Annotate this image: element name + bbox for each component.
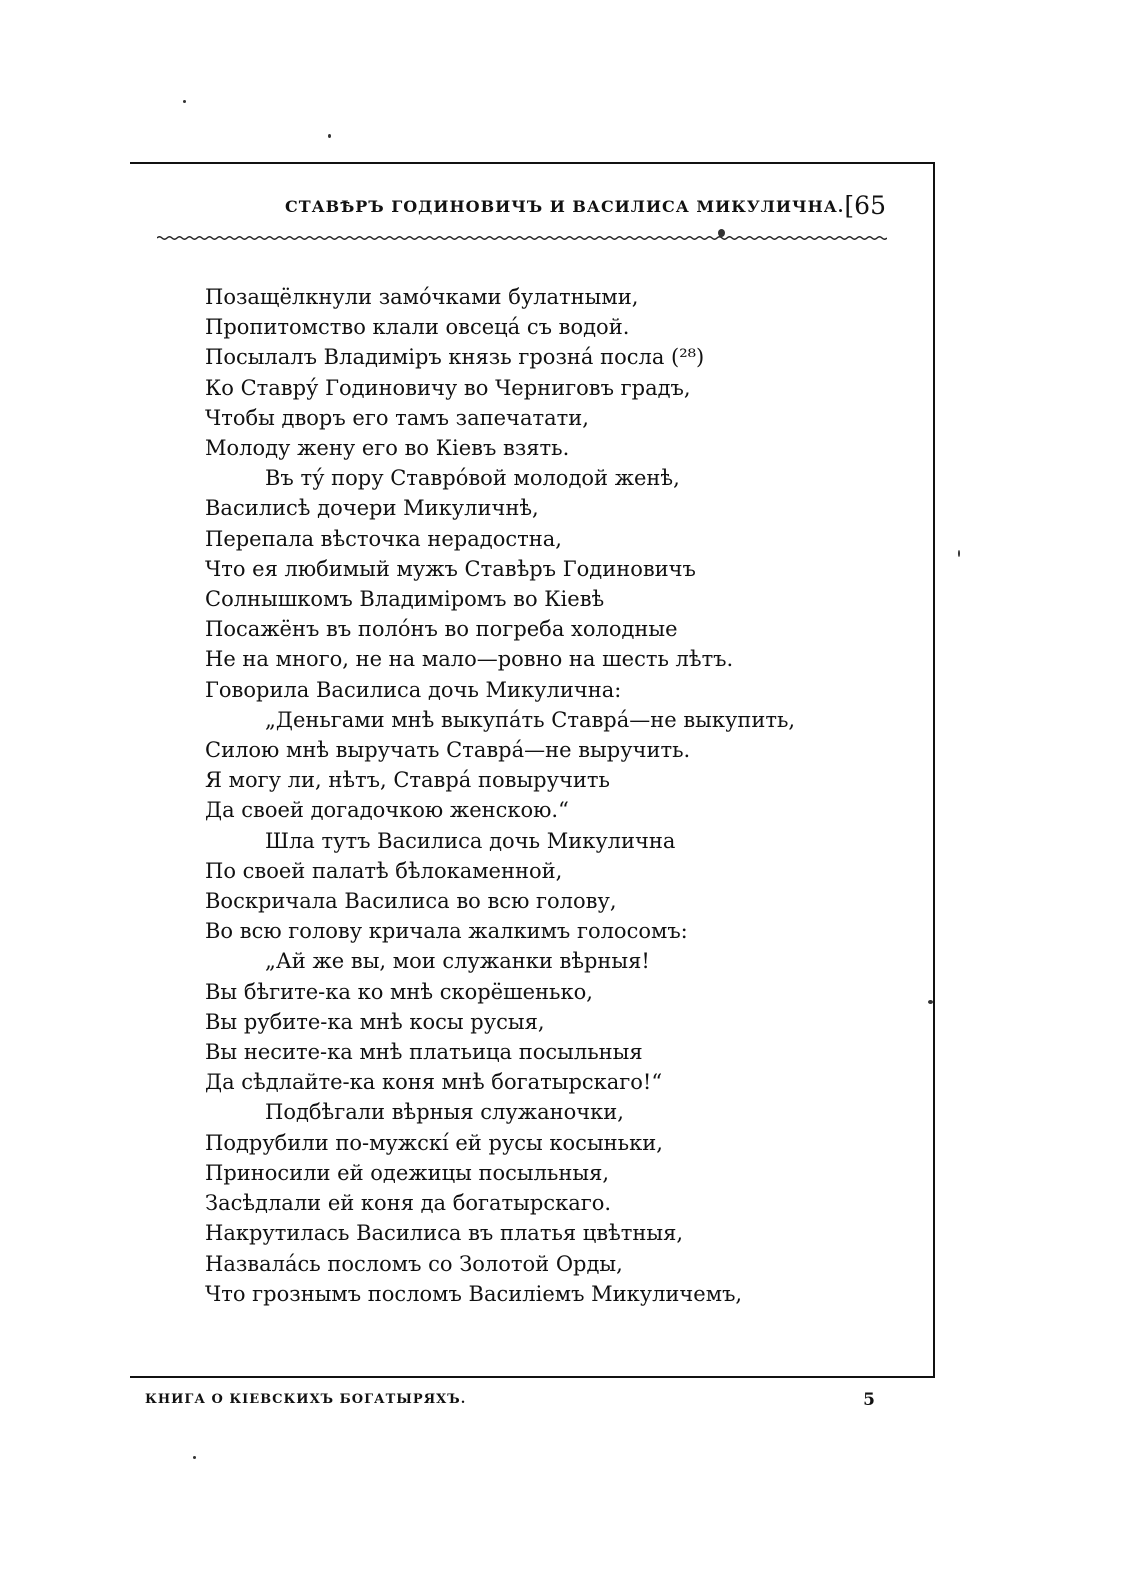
verse-line: Во всю голову кричала жалкимъ голосомъ: (205, 919, 688, 944)
verse-line: Накрутилась Василиса въ платья цвѣтныя, (205, 1221, 684, 1246)
running-title: СТАВѢРЪ ГОДИНОВИЧЪ И ВАСИЛИСА МИКУЛИЧНА. (285, 197, 845, 216)
verse-line: Чтобы дворъ его тамъ запечатати, (205, 405, 589, 430)
ink-speck (328, 134, 331, 138)
verse-line: Назвала́сь посломъ со Золотой Орды, (205, 1251, 623, 1276)
verse-line: Ко Ставру́ Годиновичу во Черниговъ градъ, (205, 375, 691, 400)
ink-speck (193, 1456, 196, 1459)
footer-book-title: КНИГА О КІЕВСКИХЪ БОГАТЫРЯХЪ. (145, 1392, 467, 1407)
verse-line: Приносили ей одежицы посыльныя, (205, 1160, 609, 1185)
verse-line: Молоду жену его во Кіевъ взять. (205, 436, 570, 461)
verse-line: Что ея любимый мужъ Ставѣръ Годиновичъ (205, 556, 696, 581)
verse-line: „Деньгами мнѣ выкупа́ть Ставра́—не выкупить, (265, 707, 796, 732)
page-footer (145, 1390, 875, 1414)
verse-body (205, 282, 905, 1309)
verse-line: Вы рубите-ка мнѣ косы русыя, (205, 1009, 545, 1034)
ink-speck (958, 550, 960, 557)
verse-line: Посылалъ Владиміръ князь грозна́ посла (²⁸) (205, 345, 705, 370)
verse-line: Засѣдлали ей коня да богатырскаго. (205, 1191, 612, 1216)
verse-line: Я могу ли, нѣтъ, Ставра́ повыручить (205, 768, 610, 793)
verse-line: Вы несите-ка мнѣ платьица посыльныя (205, 1040, 643, 1065)
verse-line: Подрубили по-мужскі́ ей русы косыньки, (205, 1130, 663, 1155)
verse-line: Вы бѣгите-ка ко мнѣ скорёшенько, (205, 979, 593, 1004)
verse-line: Воскричала Василиса во всю голову, (205, 889, 617, 914)
verse-line: Шла тутъ Василиса дочь Микулична (265, 828, 676, 853)
verse-line: По своей палатѣ бѣлокаменной, (205, 858, 563, 883)
verse-line: Солнышкомъ Владиміромъ во Кіевѣ (205, 587, 605, 612)
ink-speck (928, 1000, 933, 1004)
verse-line: Не на много, не на мало—ровно на шесть лѣтъ. (205, 647, 734, 672)
page-number: [65 (844, 191, 886, 220)
verse-line: „Ай же вы, мои служанки вѣрныя! (265, 949, 650, 974)
verse-line: Да своей догадочкою женскою.“ (205, 798, 569, 823)
verse-line: Да сѣдлайте-ка коня мнѣ богатырскаго!“ (205, 1070, 663, 1095)
ink-speck (718, 229, 725, 237)
verse-line: Позащёлкнули замо́чками булатными, (205, 285, 639, 309)
verse-line: Силою мнѣ выручать Ставра́—не выручить. (205, 738, 691, 763)
verse-line: Подбѣгали вѣрныя служаночки, (265, 1100, 624, 1125)
verse-line: Что грознымъ посломъ Василіемъ Микуличемъ, (205, 1281, 743, 1306)
signature-mark: 5 (863, 1390, 875, 1410)
verse-line: Въ ту́ пору Ставро́вой молодой женѣ, (265, 466, 680, 491)
verse-line: Посажёнъ въ поло́нъ во погреба холодные (205, 617, 678, 642)
verse-line: Перепала вѣсточка нерадостна, (205, 526, 562, 551)
verse-line: Пропитомство клали овсеца́ съ водой. (205, 315, 630, 340)
running-head (150, 193, 890, 227)
verse-line: Говорила Василиса дочь Микулична: (205, 677, 622, 702)
verse-line: Василисѣ дочери Микуличнѣ, (205, 496, 539, 521)
wavy-rule-ornament (157, 233, 887, 243)
ink-speck (183, 100, 186, 103)
